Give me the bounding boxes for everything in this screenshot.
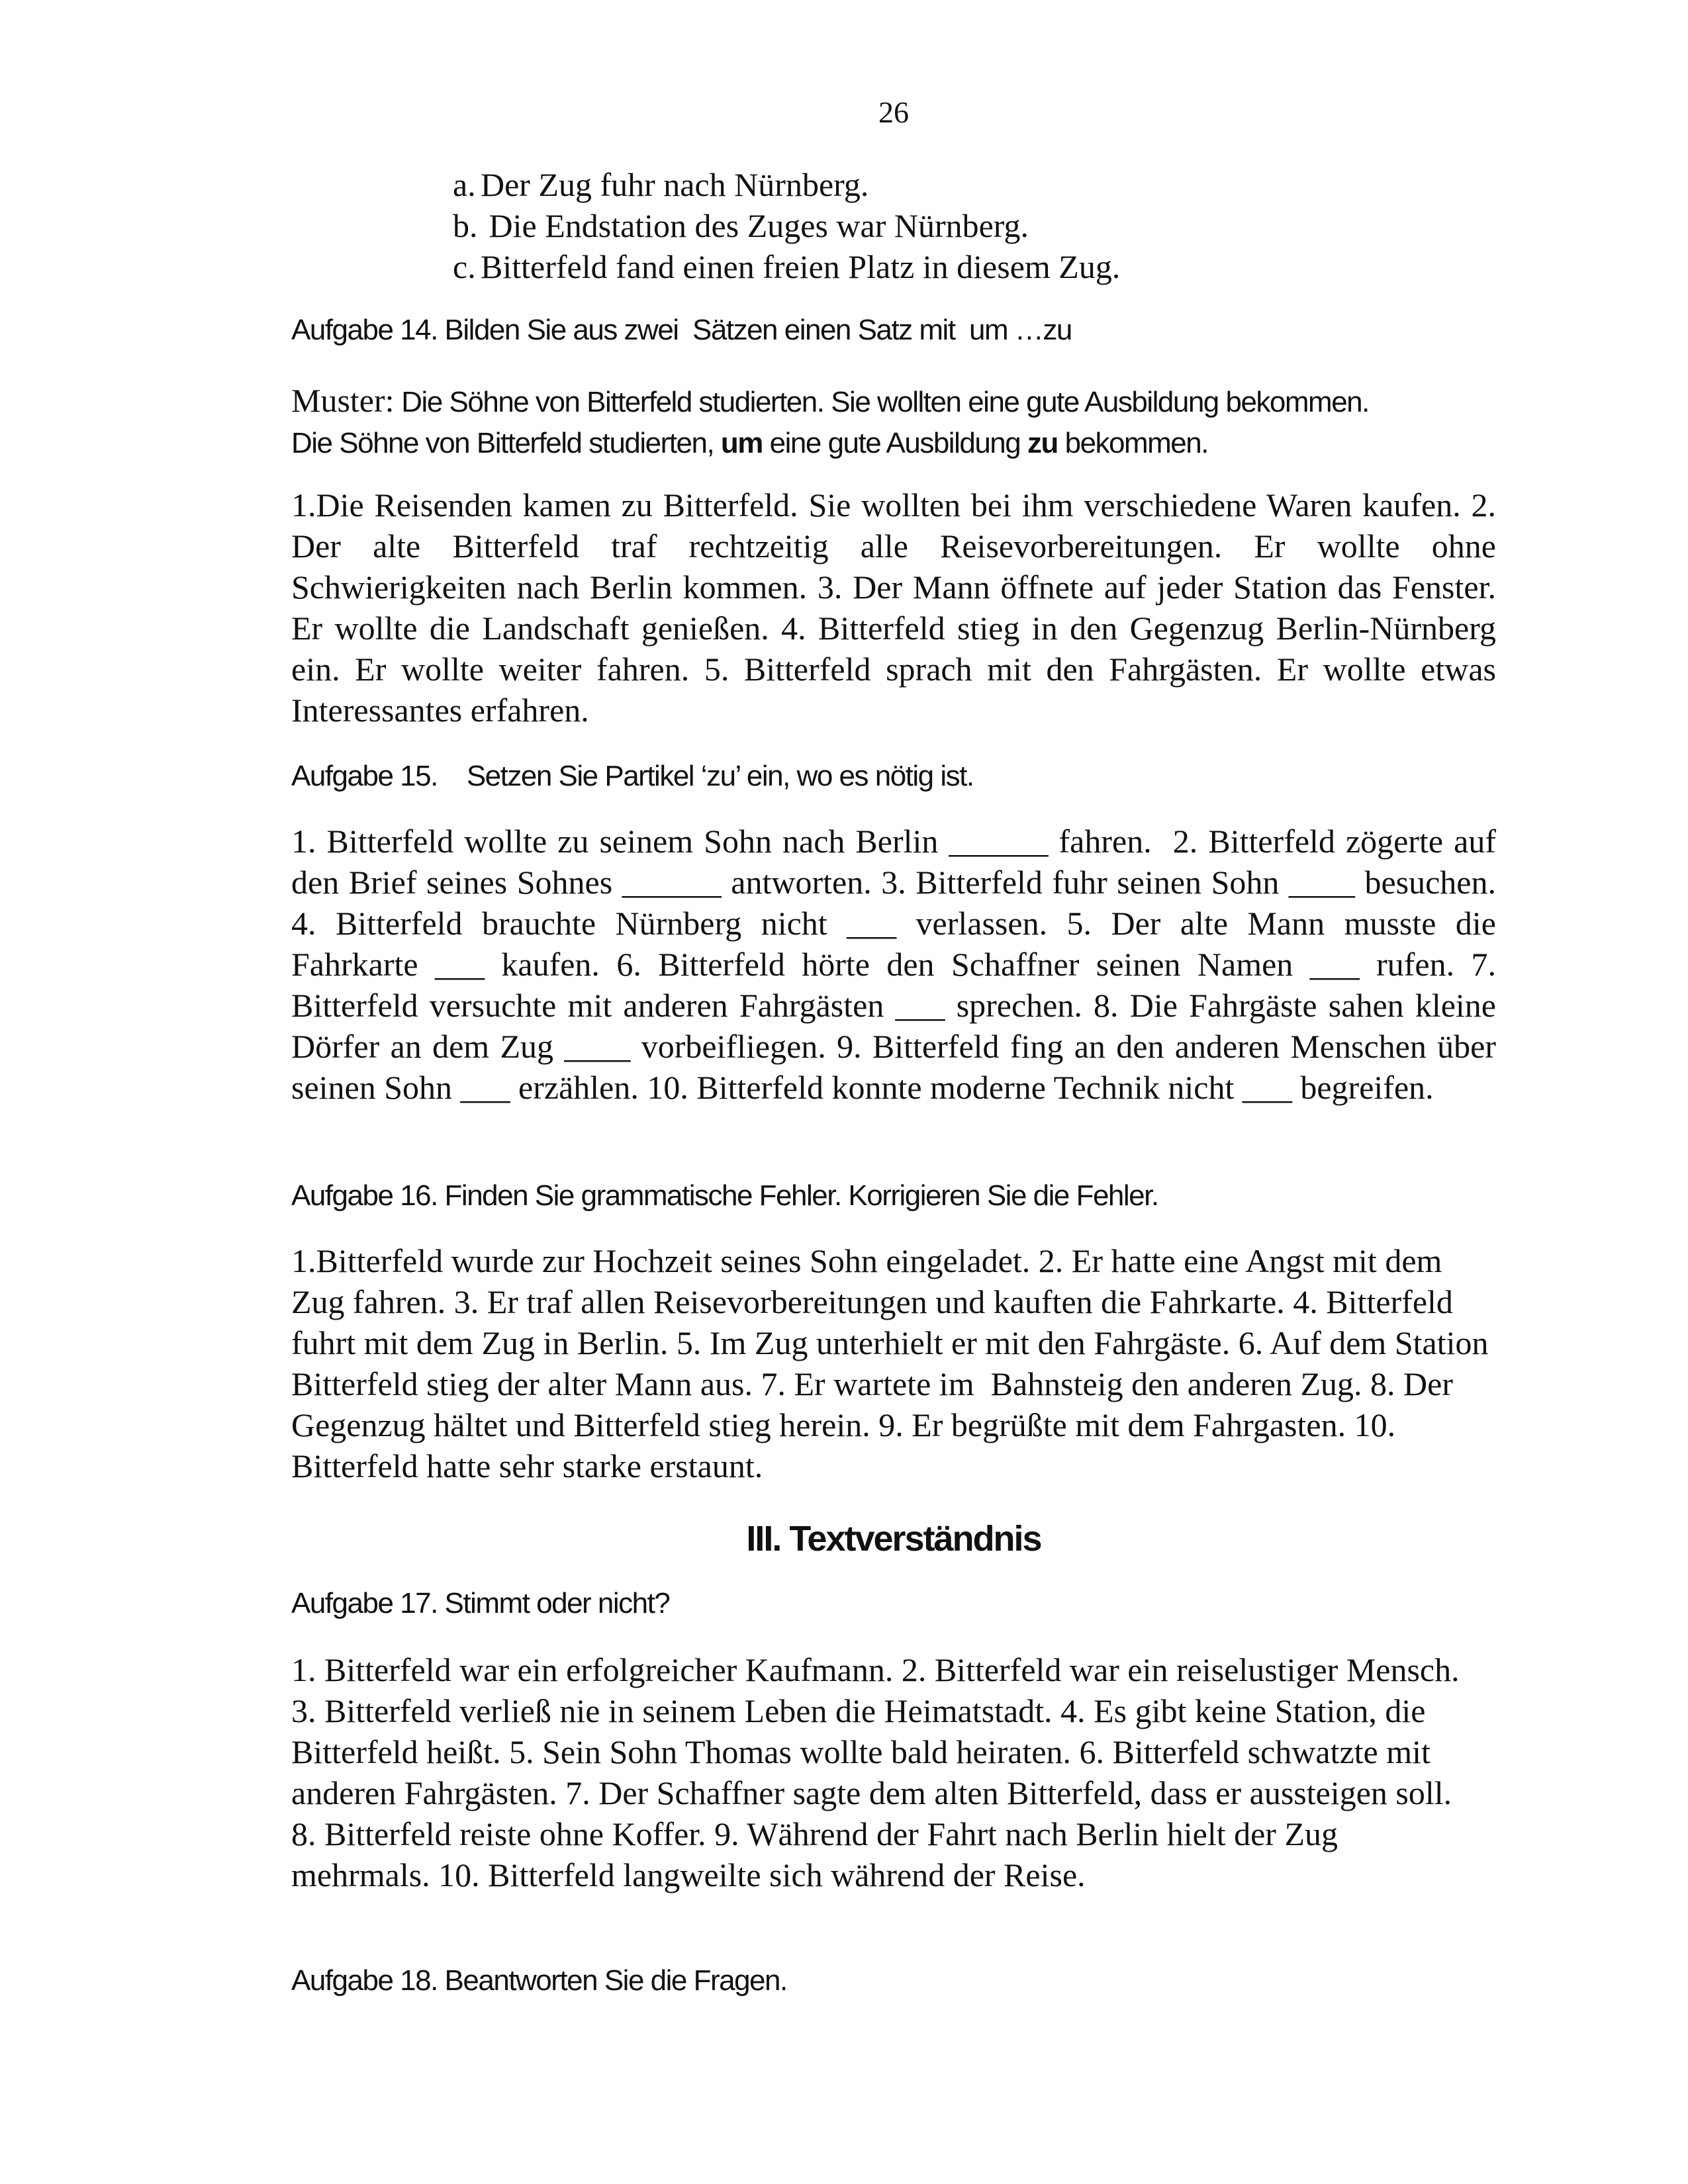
- example-sentence-2-part: Die Söhne von Bitterfeld studierten,: [291, 427, 714, 459]
- option-letter: b.: [453, 207, 478, 244]
- example-line-2: [291, 423, 1496, 464]
- task14-title: Aufgabe 14. Bilden Sie aus zwei Sätzen einen Satz mit um …zu: [291, 314, 1072, 346]
- option-letter: c.: [453, 248, 476, 285]
- task16-exercise-text: 1.Bitterfeld wurde zur Hochzeit seines Sohn eingeladet. 2. Er hatte eine Angst mit dem Zug fahren. 3. Er traf allen Reisevorbereitungen und kauften die Fahrkarte. 4. Bitterfeld fuhrt mit dem Zug in Berlin. 5. Im Zug unterhielt er mit den Fahrgäste. 6. Auf dem Station Bitterfeld stieg der alter Mann aus. 7. Er wartete im Bahnsteig den anderen Zug. 8. Der Gegenzug hältet und Bitterfeld stieg herein. 9. Er begrüßte mit dem Fahrgasten. 10. Bitterfeld hatte sehr starke erstaunt.: [291, 1242, 1497, 1484]
- option-text: Die Endstation des Zuges war Nürnberg.: [489, 207, 1029, 244]
- task17-title: Aufgabe 17. Stimmt oder nicht?: [291, 1587, 670, 1619]
- task15-title: [291, 756, 1496, 797]
- answer-options-list: [453, 164, 1120, 287]
- answer-option-b: [453, 205, 1120, 246]
- section-title: III. Textverständnis: [746, 1519, 1041, 1559]
- answer-option-c: [453, 246, 1120, 287]
- task15-exercise-text: 1. Bitterfeld wollte zu seinem Sohn nach Berlin ______ fahren. 2. Bitterfeld zögerte auf den Brief seines Sohnes ______ antworten. 3. Bitterfeld fuhr seinen Sohn ____ besuchen. 4. Bitterfeld brauchte Nürnberg nicht ___ verlassen. 5. Der alte Mann musste die Fahrkarte ___ kaufen. 6. Bitterfeld hörte den Schaffner seinen Namen ___ rufen. 7. Bitterfeld versuchte mit anderen Fahrgästen ___ sprechen. 8. Die Fahrgäste sahen kleine Dörfer an dem Zug ____ vorbeifliegen. 9. Bitterfeld fing an den anderen Menschen über seinen Sohn ___ erzählen. 10. Bitterfeld konnte moderne Technik nicht ___ begreifen.: [291, 823, 1505, 1106]
- task15-number: Aufgabe 15.: [291, 760, 438, 792]
- example-sentence-2-part: bekommen.: [1064, 427, 1208, 459]
- option-text: Bitterfeld fand einen freien Platz in diesem Zug.: [481, 248, 1121, 285]
- option-letter: a.: [453, 166, 476, 203]
- task16-title: Aufgabe 16. Finden Sie grammatische Fehler. Korrigieren Sie die Fehler.: [291, 1179, 1158, 1212]
- page-number: 26: [878, 95, 909, 129]
- example-label: Muster:: [291, 382, 395, 419]
- task14-exercise-text: 1.Die Reisenden kamen zu Bitterfeld. Sie wollten bei ihm verschiedene Waren kaufen. 2. Der alte Bitterfeld traf rechtzeitig alle Reisevorbereitungen. Er wollte ohne Schwierigkeiten nach Berlin kommen. 3. Der Mann öffnete auf jeder Station das Fenster. Er wollte die Landschaft genießen. 4. Bitterfeld stieg in den Gegenzug Berlin-Nürnberg ein. Er wollte weiter fahren. 5. Bitterfeld sprach mit den Fahrgästen. Er wollte etwas Interessantes erfahren.: [291, 486, 1496, 729]
- task17-exercise-text: 1. Bitterfeld war ein erfolgreicher Kaufmann. 2. Bitterfeld war ein reiselustiger Mensch. 3. Bitterfeld verließ nie in seinem Leben die Heimatstadt. 4. Es gibt keine Station, die Bitterfeld heißt. 5. Sein Sohn Thomas wollte bald heiraten. 6. Bitterfeld schwatzte mit anderen Fahrgästen. 7. Der Schaffner sagte dem alten Bitterfeld, dass er aussteigen soll. 8. Bitterfeld reiste ohne Koffer. 9. Während der Fahrt nach Berlin hielt der Zug mehrmals. 10. Bitterfeld langweilte sich während der Reise.: [291, 1651, 1460, 1893]
- task15-instruction: Setzen Sie Partikel ‘zu’ ein, wo es nötig ist.: [466, 760, 974, 792]
- example-sentence-1: Die Söhne von Bitterfeld studierten. Sie wollten eine gute Ausbildung bekommen.: [401, 386, 1369, 418]
- keyword-zu: zu: [1027, 427, 1058, 459]
- task14-example: [291, 380, 1496, 464]
- keyword-um: um: [720, 427, 763, 459]
- example-sentence-2-part: eine gute Ausbildung: [769, 427, 1021, 459]
- answer-option-a: [453, 164, 1120, 205]
- example-line-1: [291, 380, 1496, 423]
- task18-title: Aufgabe 18. Beantworten Sie die Fragen.: [291, 1964, 787, 1997]
- option-text: Der Zug fuhr nach Nürnberg.: [481, 166, 869, 203]
